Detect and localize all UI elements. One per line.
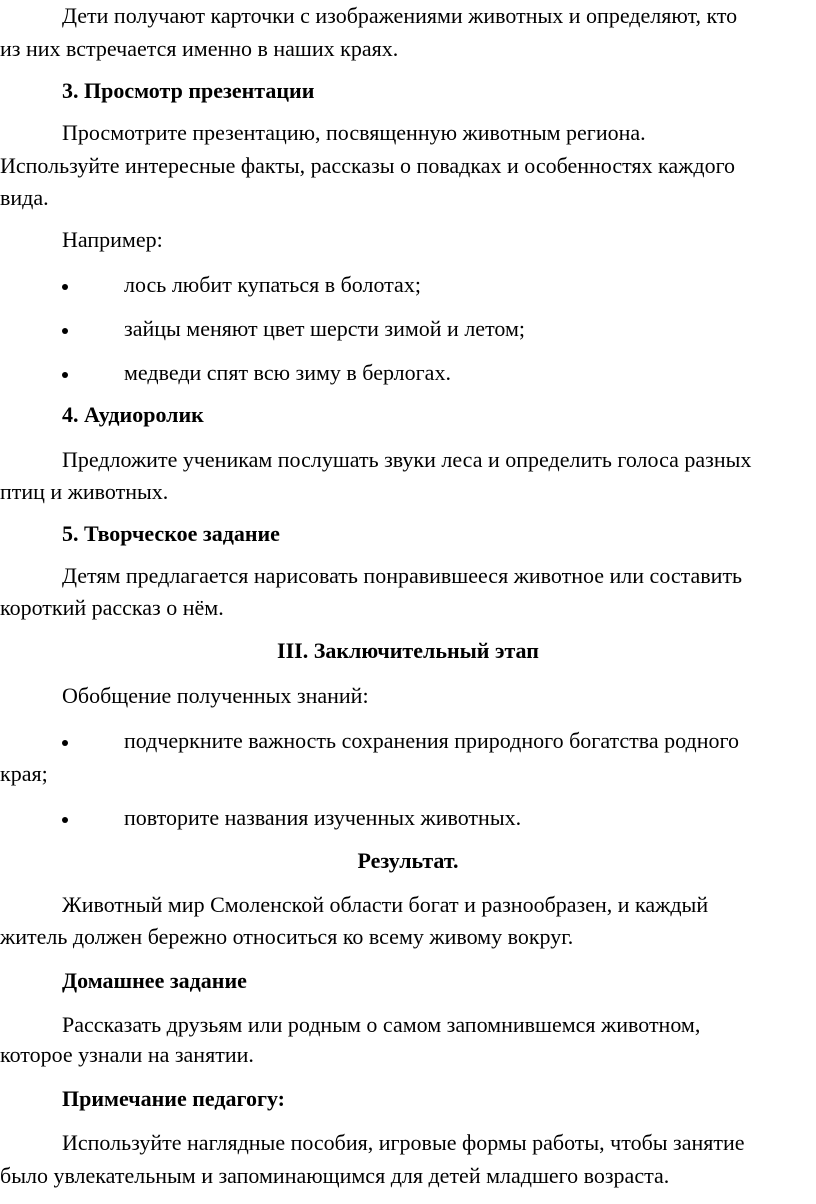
note-line-1: Используйте наглядные пособия, игровые формы работы, чтобы занятие <box>62 1130 745 1155</box>
section-4-line-2: птиц и животных. <box>0 479 169 504</box>
homework-line-2: которое узнали на занятии. <box>0 1042 254 1067</box>
result-heading: Результат. <box>357 848 459 873</box>
intro-line-1: Дети получают карточки с изображениями животных и определяют, кто <box>62 3 738 28</box>
example-label: Например: <box>62 227 163 252</box>
section-3-heading: 3. Просмотр презентации <box>62 78 315 103</box>
bullet-icon <box>62 740 68 746</box>
bullet-icon <box>62 328 68 334</box>
bullet-icon <box>62 284 68 290</box>
list-item: лось любит купаться в болотах; <box>124 272 421 297</box>
summary-label: Обобщение полученных знаний: <box>62 683 369 708</box>
section-5-line-2: короткий рассказ о нём. <box>0 595 224 620</box>
note-line-2: было увлекательным и запоминающимся для детей младшего возраста. <box>0 1163 670 1188</box>
section-5-heading: 5. Творческое задание <box>62 521 280 546</box>
list-item: подчеркните важность сохранения природного богатства родного <box>124 728 739 753</box>
list-item-continuation: края; <box>0 761 48 786</box>
list-item: повторите названия изученных животных. <box>124 805 522 830</box>
homework-line-1: Рассказать друзьям или родным о самом запомнившемся животном, <box>62 1012 701 1037</box>
result-line-1: Животный мир Смоленской области богат и разнообразен, и каждый <box>62 892 709 917</box>
section-4-line-1: Предложите ученикам послушать звуки леса и определить голоса разных <box>62 447 752 472</box>
section-4-heading: 4. Аудиоролик <box>62 402 204 427</box>
section-3-text-line-3: вида. <box>0 185 49 210</box>
list-item: зайцы меняют цвет шерсти зимой и летом; <box>124 316 526 341</box>
section-5-line-1: Детям предлагается нарисовать понравившееся животное или составить <box>62 563 743 588</box>
bullet-icon <box>62 817 68 823</box>
section-3-text-line-1: Просмотрите презентацию, посвященную животным региона. <box>62 120 646 145</box>
section-3-text-line-2: Используйте интересные факты, рассказы о повадках и особенностях каждого <box>0 153 736 178</box>
stage-3-heading: III. Заключительный этап <box>277 638 539 663</box>
intro-line-2: из них встречается именно в наших краях. <box>0 36 399 61</box>
list-item: медведи спят всю зиму в берлогах. <box>124 360 451 385</box>
bullet-icon <box>62 372 68 378</box>
homework-heading: Домашнее задание <box>62 968 247 993</box>
result-line-2: житель должен бережно относиться ко всему живому вокруг. <box>0 924 574 949</box>
note-heading: Примечание педагогу: <box>62 1086 285 1111</box>
